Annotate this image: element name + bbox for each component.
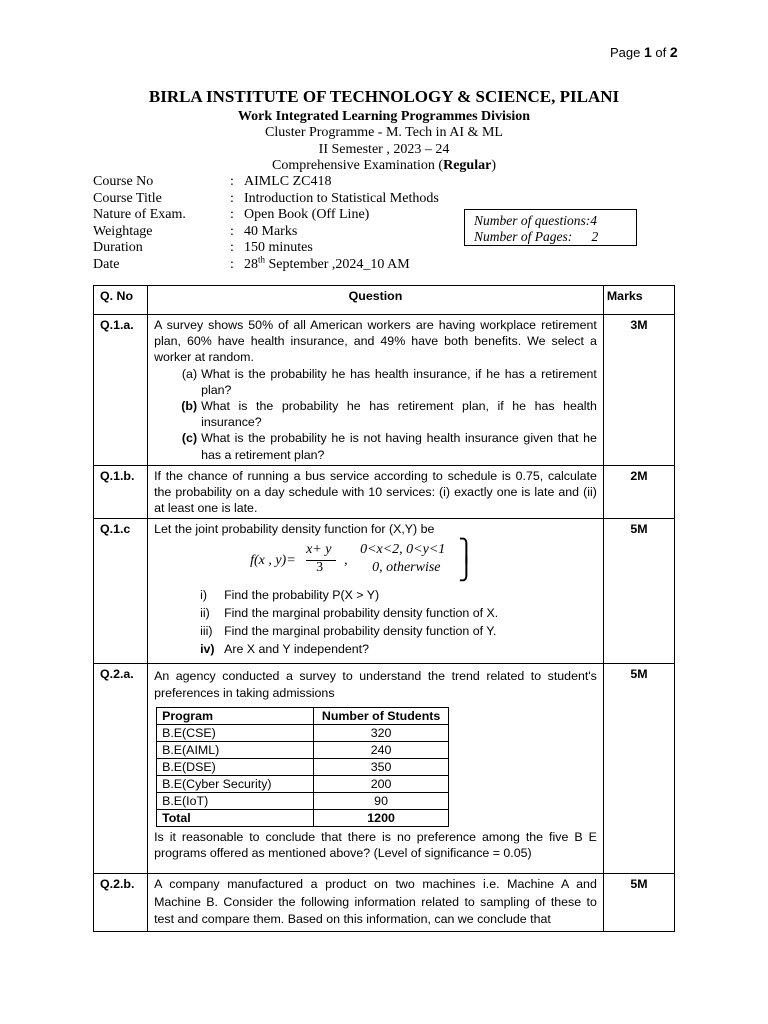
sub-question: i) Find the probability P(X > Y) <box>200 587 380 602</box>
question-marks: 5M <box>603 519 674 664</box>
question-number: Q.2.a. <box>94 664 148 874</box>
division-name: Work Integrated Learning Programmes Division <box>237 109 531 124</box>
page-label: Page <box>610 45 641 60</box>
programme-name: Cluster Programme - M. Tech in AI & ML <box>265 125 503 140</box>
students-table <box>156 707 449 827</box>
students-row: B.E(DSE) 350 <box>157 758 449 775</box>
question-number: Q.1.b. <box>94 465 148 519</box>
table-row <box>94 874 675 932</box>
sub-question-list <box>154 586 597 658</box>
page-of: of <box>655 45 667 60</box>
question-text: If the chance of running a bus service according to schedule is 0.75, calculate the probability on a day schedule with 10 services: (i) exactly one is late and (ii) at least one is late. <box>148 465 604 519</box>
question-marks: 3M <box>603 315 674 466</box>
questions-table <box>93 285 675 932</box>
students-total-row: Total 1200 <box>157 809 449 826</box>
institute-name: BIRLA INSTITUTE OF TECHNOLOGY & SCIENCE, PILANI <box>148 87 620 106</box>
sub-question: iii) Find the marginal probability density function of Y. <box>200 623 497 638</box>
info-row: Course Title : Introduction to Statistical Methods <box>93 190 439 206</box>
table-row <box>94 664 675 874</box>
page-current: 1 <box>644 44 652 60</box>
sub-question: (a) What is the probability he has health insurance, if he has a retirement plan? <box>181 366 597 397</box>
pdf-formula: f(x , y)= x+ y 3 , 0<x<2, 0<y<1 0, otherwise ⎫ ⎭ <box>250 537 475 581</box>
question-text: A company manufactured a product on two machines i.e. Machine A and Machine B. Consider the following information related to sampling of these to test and compare them. Based on this information, can we conclude that <box>148 874 604 932</box>
question-intro: A survey shows 50% of all American workers are having workplace retirement plan, 60% have health insurance, and 49% have both benefits. We select a worker at random. <box>154 318 597 365</box>
students-row: B.E(Cyber Security) 200 <box>157 775 449 792</box>
info-row-date: Date : 28th September ,2024_10 AM <box>93 254 410 272</box>
info-row: Weightage : 40 Marks <box>93 223 298 239</box>
header-marks: Marks <box>603 286 674 315</box>
sub-question: ii) Find the marginal probability density function of X. <box>200 605 499 620</box>
page-total: 2 <box>669 44 678 60</box>
page-number <box>610 44 678 60</box>
table-header-row <box>94 286 675 315</box>
info-row: Duration : 150 minutes <box>93 240 313 256</box>
students-row: B.E(CSE) 320 <box>157 724 449 741</box>
exam-title: Comprehensive Examination (Regular) <box>272 158 496 173</box>
students-header-row: Program Number of Students <box>157 707 449 724</box>
sub-question: (c) What is the probability he is not having health insurance given that he has a retirement plan? <box>181 431 597 462</box>
info-row: Nature of Exam. : Open Book (Off Line) <box>93 207 370 223</box>
exam-summary-box <box>464 209 637 246</box>
brace-bottom: ⎭ <box>458 555 475 581</box>
brace-top: ⎫ <box>458 537 475 563</box>
question-text <box>148 315 604 466</box>
exam-type: Regular <box>443 158 492 173</box>
header-question: Question <box>148 286 604 315</box>
number-of-questions: Number of questions:4 <box>474 213 597 228</box>
course-info <box>93 174 439 274</box>
question-number: Q.1.a. <box>94 315 148 466</box>
students-row: B.E(AIML) 240 <box>157 741 449 758</box>
table-row <box>94 519 675 664</box>
question-text: An agency conducted a survey to understand the trend related to student's preferences in taking admissions Program Number of Students B.E(CSE) 320 B.E(AIML) 240 B.E(DSE) 350 B.E(Cyber Security) 200 B.E(IoT) 90 Total 1200 Is it reasonable to conclude that there is no preference among the five B E programs offered as mentioned above? (Level of significance = 0.05) <box>148 664 604 874</box>
number-of-pages: Number of Pages: 2 <box>474 229 599 244</box>
sub-question: iv) Are X and Y independent? <box>200 641 369 656</box>
info-row: Course No : AIMLC ZC418 <box>93 174 332 189</box>
semester: II Semester , 2023 – 24 <box>318 141 450 157</box>
question-text: Let the joint probability density function for (X,Y) be f(x , y)= x+ y 3 , 0<x<2, 0<y<1 0, otherwise ⎫ ⎭ i) Find the probability P(X > Y) ii) Find the marginal probability density function of X. iii) Find the marginal probability density function of Y. iv) Are X and Y independent? <box>148 519 604 664</box>
students-row: B.E(IoT) 90 <box>157 792 449 809</box>
table-row <box>94 315 675 466</box>
exam-header <box>0 86 768 175</box>
question-marks: 5M <box>603 664 674 874</box>
question-number: Q.1.c <box>94 519 148 664</box>
sub-question: (b) What is the probability he has retirement plan, if he has health insurance? <box>181 399 597 430</box>
table-row <box>94 465 675 519</box>
exam-date: 28th September ,2024_10 AM <box>244 254 410 272</box>
question-marks: 2M <box>603 465 674 519</box>
question-number: Q.2.b. <box>94 874 148 932</box>
question-marks: 5M <box>603 874 674 932</box>
question-prompt: Is it reasonable to conclude that there is no preference among the five B E programs offered as mentioned above? (Level of significance = 0.05) <box>154 829 597 861</box>
header-qno: Q. No <box>94 286 148 315</box>
